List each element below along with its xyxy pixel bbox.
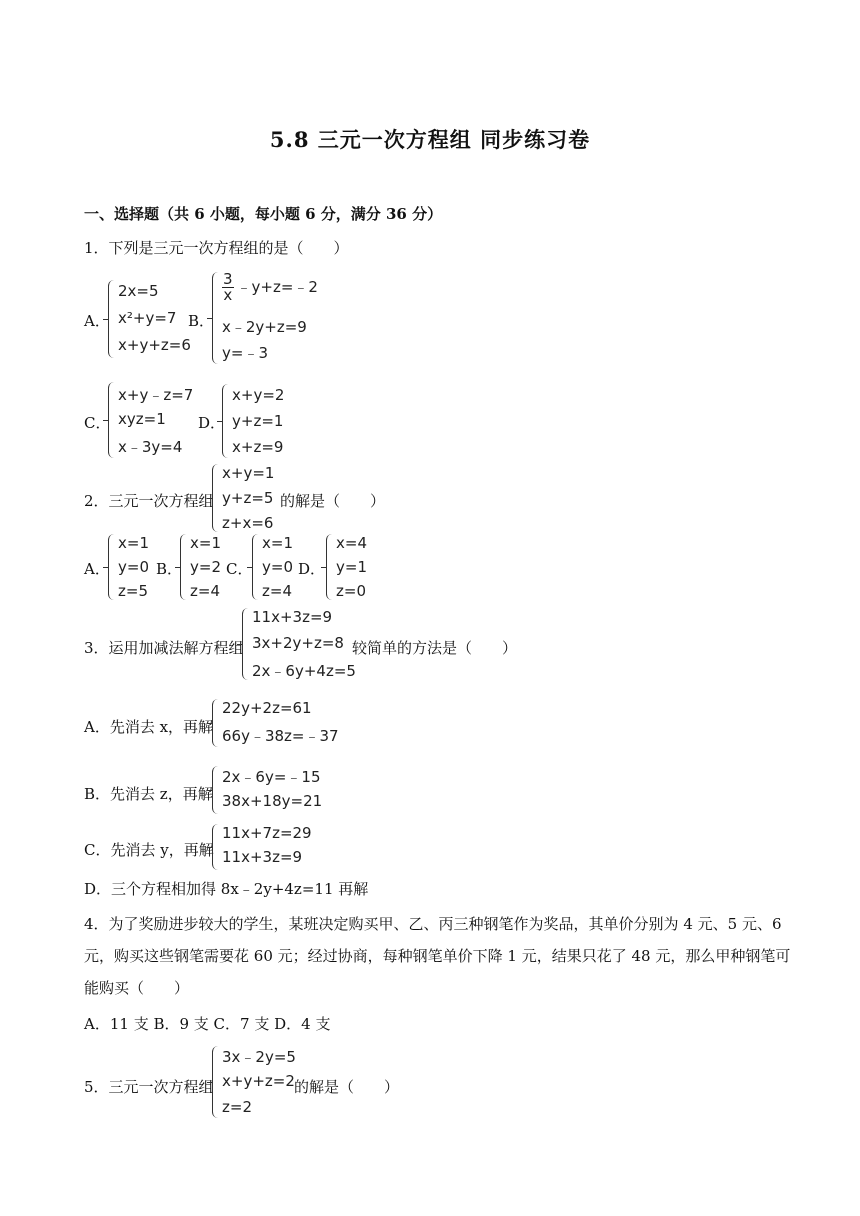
brace-icon bbox=[212, 1046, 220, 1118]
equation: y+z=5 bbox=[222, 489, 274, 507]
q1-option-d-system bbox=[222, 384, 292, 458]
equation: x﹣2y+z=9 bbox=[222, 318, 307, 336]
q1-option-c-label: C． bbox=[84, 414, 111, 432]
brace-icon bbox=[180, 534, 188, 600]
equation: x+y=1 bbox=[222, 464, 275, 482]
equation: z=4 bbox=[190, 582, 220, 600]
q2-option-c-label: C． bbox=[226, 560, 253, 578]
equation: y+z=1 bbox=[232, 412, 284, 430]
equation: x+y=2 bbox=[232, 386, 285, 404]
q5-stem-pre: 5．三元一次方程组 bbox=[84, 1078, 214, 1096]
equation-rest: ﹣y+z=﹣2 bbox=[236, 278, 318, 296]
q1-option-a-system bbox=[108, 280, 191, 358]
q3-stem-post: 较简单的方法是（ ） bbox=[352, 639, 518, 657]
q3-option-d-text: D．三个方程相加得 8x﹣2y+4z=11 再解 bbox=[84, 880, 369, 898]
equation: x=1 bbox=[190, 534, 221, 552]
equation: y=1 bbox=[336, 558, 367, 576]
q2-option-d-system bbox=[326, 534, 372, 600]
brace-icon bbox=[252, 534, 260, 600]
q1-option-a-label: A． bbox=[84, 312, 110, 330]
fraction-numerator: 3 bbox=[223, 270, 233, 288]
q3-system bbox=[242, 608, 356, 680]
q3-option-c-system bbox=[212, 824, 312, 870]
q1-option-b-label: B． bbox=[188, 312, 215, 330]
q3-option-a-system bbox=[212, 699, 342, 747]
equation: x﹣3y=4 bbox=[118, 438, 183, 456]
q4-line-1: 4．为了奖励进步较大的学生，某班决定购买甲、乙、丙三种钢笔作为奖品，其单价分别为 4 元、5 元、6 bbox=[84, 915, 782, 933]
q4-line-2: 元，购买这些钢笔需要花 60 元；经过协商，每种钢笔单价下降 1 元，结果只花了 48 元，那么甲种钢笔可 bbox=[84, 947, 791, 965]
equation: z=4 bbox=[262, 582, 292, 600]
brace-icon bbox=[212, 699, 220, 747]
q3-stem-pre: 3．运用加减法解方程组 bbox=[84, 639, 244, 657]
brace-icon bbox=[212, 272, 220, 364]
equation: z+x=6 bbox=[222, 514, 274, 532]
equation: 3x﹣2y=5 bbox=[222, 1048, 296, 1066]
equation: z=2 bbox=[222, 1098, 252, 1116]
q3-option-b-system bbox=[212, 766, 332, 814]
equation: x²+y=7 bbox=[118, 309, 177, 327]
q2-option-b-system bbox=[180, 534, 226, 600]
equation: x=4 bbox=[336, 534, 367, 552]
q2-stem-pre: 2．三元一次方程组 bbox=[84, 492, 214, 510]
equation: 66y﹣38z=﹣37 bbox=[222, 727, 339, 745]
equation: y=2 bbox=[190, 558, 221, 576]
equation: x=1 bbox=[262, 534, 293, 552]
q2-option-a-system bbox=[108, 534, 154, 600]
equation: 22y+2z=61 bbox=[222, 699, 312, 717]
brace-icon bbox=[326, 534, 334, 600]
equation: 2x﹣6y+4z=5 bbox=[252, 662, 356, 680]
equation: 2x﹣6y=﹣15 bbox=[222, 768, 321, 786]
brace-icon bbox=[212, 824, 220, 870]
equation: 38x+18y=21 bbox=[222, 792, 323, 810]
equation bbox=[222, 272, 318, 303]
q5-stem-post: 的解是（ ） bbox=[294, 1078, 400, 1096]
equation: xyz=1 bbox=[118, 410, 166, 428]
fraction-denominator: x bbox=[223, 286, 233, 304]
equation: 11x+3z=9 bbox=[222, 848, 303, 866]
page-title: 5.8 三元一次方程组 同步练习卷 bbox=[269, 127, 591, 152]
brace-icon bbox=[108, 280, 116, 358]
brace-icon bbox=[222, 384, 230, 458]
q2-stem-post: 的解是（ ） bbox=[280, 492, 386, 510]
equation: 11x+7z=29 bbox=[222, 824, 312, 842]
fraction bbox=[222, 272, 234, 303]
equation: x=1 bbox=[118, 534, 149, 552]
q4-options: A．11 支 B．9 支 C．7 支 D．4 支 bbox=[84, 1015, 331, 1033]
q1-stem: 1．下列是三元一次方程组的是（ ） bbox=[84, 239, 349, 257]
equation: y=0 bbox=[118, 558, 149, 576]
equation: x+z=9 bbox=[232, 438, 284, 456]
brace-icon bbox=[212, 464, 220, 532]
q1-option-c-system bbox=[108, 382, 198, 458]
q5-system bbox=[212, 1046, 296, 1118]
equation: 11x+3z=9 bbox=[252, 608, 333, 626]
brace-icon bbox=[242, 608, 250, 680]
q3-option-a-text: A．先消去 x，再解 bbox=[84, 718, 214, 736]
brace-icon bbox=[108, 534, 116, 600]
q4-line-3: 能购买（ ） bbox=[84, 979, 190, 997]
q2-option-b-label: B． bbox=[156, 560, 183, 578]
equation: z=5 bbox=[118, 582, 148, 600]
q1-option-b-system bbox=[212, 272, 322, 364]
equation: y=0 bbox=[262, 558, 293, 576]
equation: 2x=5 bbox=[118, 282, 159, 300]
equation: x+y+z=2 bbox=[222, 1072, 295, 1090]
q3-option-b-text: B．先消去 z，再解 bbox=[84, 785, 213, 803]
equation: y=﹣3 bbox=[222, 344, 268, 362]
q2-option-d-label: D． bbox=[298, 560, 326, 578]
q2-option-a-label: A． bbox=[84, 560, 110, 578]
brace-icon bbox=[212, 766, 220, 814]
brace-icon bbox=[108, 382, 116, 458]
q3-option-c-text: C．先消去 y，再解 bbox=[84, 841, 214, 859]
q1-option-d-label: D． bbox=[198, 414, 226, 432]
equation: x+y+z=6 bbox=[118, 336, 191, 354]
q2-option-c-system bbox=[252, 534, 298, 600]
section-heading: 一、选择题（共 6 小题，每小题 6 分，满分 36 分） bbox=[84, 205, 443, 223]
q2-system bbox=[212, 464, 274, 532]
equation: z=0 bbox=[336, 582, 366, 600]
equation: 3x+2y+z=8 bbox=[252, 634, 344, 652]
equation: x+y﹣z=7 bbox=[118, 386, 194, 404]
